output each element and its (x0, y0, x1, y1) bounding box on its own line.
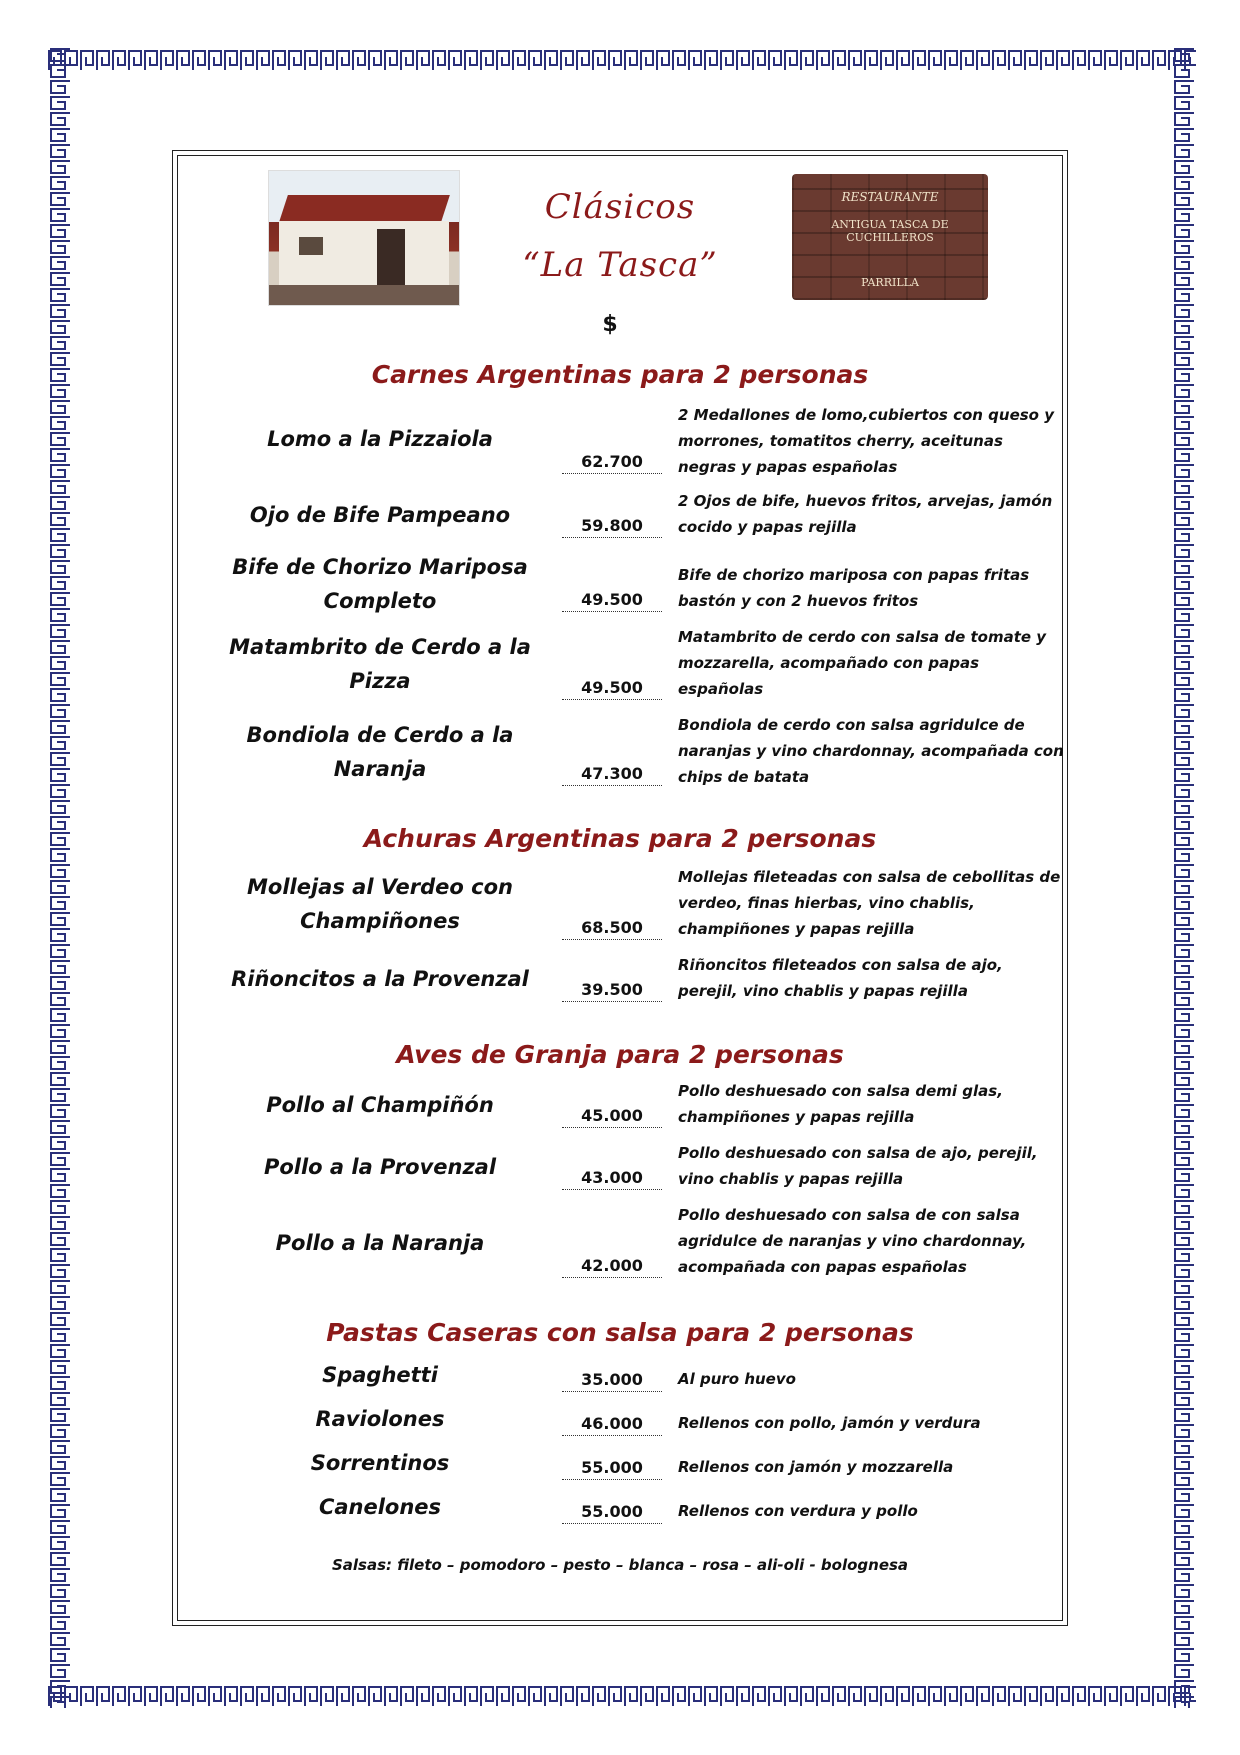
menu-item-price: 62.700 (562, 452, 662, 474)
menu-item-price: 45.000 (562, 1106, 662, 1128)
section-title-achuras: Achuras Argentinas para 2 personas (363, 824, 877, 853)
greek-key-border-left (48, 48, 72, 1708)
menu-item-description: Riñoncitos fileteados con salsa de ajo, perejil, vino chablis y papas rejilla (678, 956, 1003, 1000)
menu-title (520, 178, 720, 294)
menu-item-name: Matambrito de Cerdo a la Pizza (229, 635, 531, 693)
menu-item-name: Ojo de Bife Pampeano (249, 503, 511, 527)
menu-item-name: Bondiola de Cerdo a la Naranja (246, 723, 514, 781)
section-title-pastas: Pastas Caseras con salsa para 2 personas (326, 1318, 914, 1347)
menu-item-description: Rellenos con jamón y mozzarella (678, 1458, 954, 1476)
menu-item-name: Pollo a la Naranja (275, 1231, 485, 1255)
logo-line1: RESTAURANTE (841, 190, 939, 204)
menu-item-price: 43.000 (562, 1168, 662, 1190)
restaurant-photo (268, 170, 460, 306)
menu-item-description: Bondiola de cerdo con salsa agridulce de naranjas y vino chardonnay, acompañada con chips de batata (678, 716, 1064, 786)
menu-item-name: Pollo al Champiñón (266, 1093, 494, 1117)
menu-item-name: Mollejas al Verdeo con Champiñones (247, 875, 513, 933)
menu-item-description: Matambrito de cerdo con salsa de tomate y mozzarella, acompañado con papas españolas (678, 628, 1047, 698)
menu-item-price: 55.000 (562, 1458, 662, 1480)
menu-item-name: Spaghetti (322, 1363, 438, 1387)
menu-item-price: 49.500 (562, 590, 662, 612)
menu-item-name: Raviolones (315, 1407, 445, 1431)
menu-item-description: Mollejas fileteadas con salsa de cebollitas de verdeo, finas hierbas, vino chablis, champiñones y papas rejilla (678, 868, 1061, 938)
menu-item-description: Pollo deshuesado con salsa demi glas, champiñones y papas rejilla (678, 1082, 1003, 1126)
menu-item-price: 55.000 (562, 1502, 662, 1524)
menu-item-name: Bife de Chorizo Mariposa Completo (232, 555, 528, 613)
menu-item-price: 42.000 (562, 1256, 662, 1278)
greek-key-border-top (48, 48, 1196, 72)
section-title-aves: Aves de Granja para 2 personas (396, 1040, 844, 1069)
greek-key-border-bottom (48, 1684, 1196, 1708)
menu-item-name: Pollo a la Provenzal (263, 1155, 497, 1179)
menu-item-price: 59.800 (562, 516, 662, 538)
menu-item-price: 46.000 (562, 1414, 662, 1436)
house-door (377, 229, 405, 285)
menu-item-price: 68.500 (562, 918, 662, 940)
menu-item-description: Bife de chorizo mariposa con papas fritas bastón y con 2 huevos fritos (678, 566, 1030, 610)
menu-item-price: 47.300 (562, 764, 662, 786)
logo-line3: PARRILLA (861, 276, 919, 289)
menu-item-description: Al puro huevo (678, 1370, 796, 1388)
restaurant-logo (792, 174, 988, 300)
menu-item-price: 35.000 (562, 1370, 662, 1392)
menu-item-description: 2 Medallones de lomo,cubiertos con queso y morrones, tomatitos cherry, aceitunas negras y papas españolas (678, 406, 1054, 476)
house-window (299, 237, 323, 255)
house-ground (269, 285, 459, 305)
menu-item-description: Pollo deshuesado con salsa de con salsa agridulce de naranjas y vino chardonnay, acompañada con papas españolas (678, 1206, 1027, 1276)
menu-item-name: Riñoncitos a la Provenzal (231, 967, 529, 991)
menu-item-description: Rellenos con pollo, jamón y verdura (678, 1414, 981, 1432)
menu-item-name: Sorrentinos (310, 1451, 450, 1475)
greek-key-border-right (1172, 48, 1196, 1708)
menu-item-description: Rellenos con verdura y pollo (678, 1502, 918, 1520)
section-title-carnes: Carnes Argentinas para 2 personas (371, 360, 869, 389)
menu-title-line1: Clásicos (544, 187, 696, 227)
menu-title-line2: “La Tasca” (522, 245, 718, 285)
menu-item-price: 39.500 (562, 980, 662, 1002)
menu-item-description: Pollo deshuesado con salsa de ajo, perejil, vino chablis y papas rejilla (678, 1144, 1038, 1188)
sauces-note: Salsas: fileto – pomodoro – pesto – blanca – rosa – ali-oli - bolognesa (331, 1556, 909, 1574)
logo-line2: ANTIGUA TASCA DE CUCHILLEROS (831, 218, 949, 244)
menu-item-price: 49.500 (562, 678, 662, 700)
menu-item-name: Lomo a la Pizzaiola (267, 427, 493, 451)
menu-item-name: Canelones (318, 1495, 442, 1519)
menu-item-description: 2 Ojos de bife, huevos fritos, arvejas, jamón cocido y papas rejilla (678, 492, 1053, 536)
currency-symbol: $ (602, 312, 618, 337)
